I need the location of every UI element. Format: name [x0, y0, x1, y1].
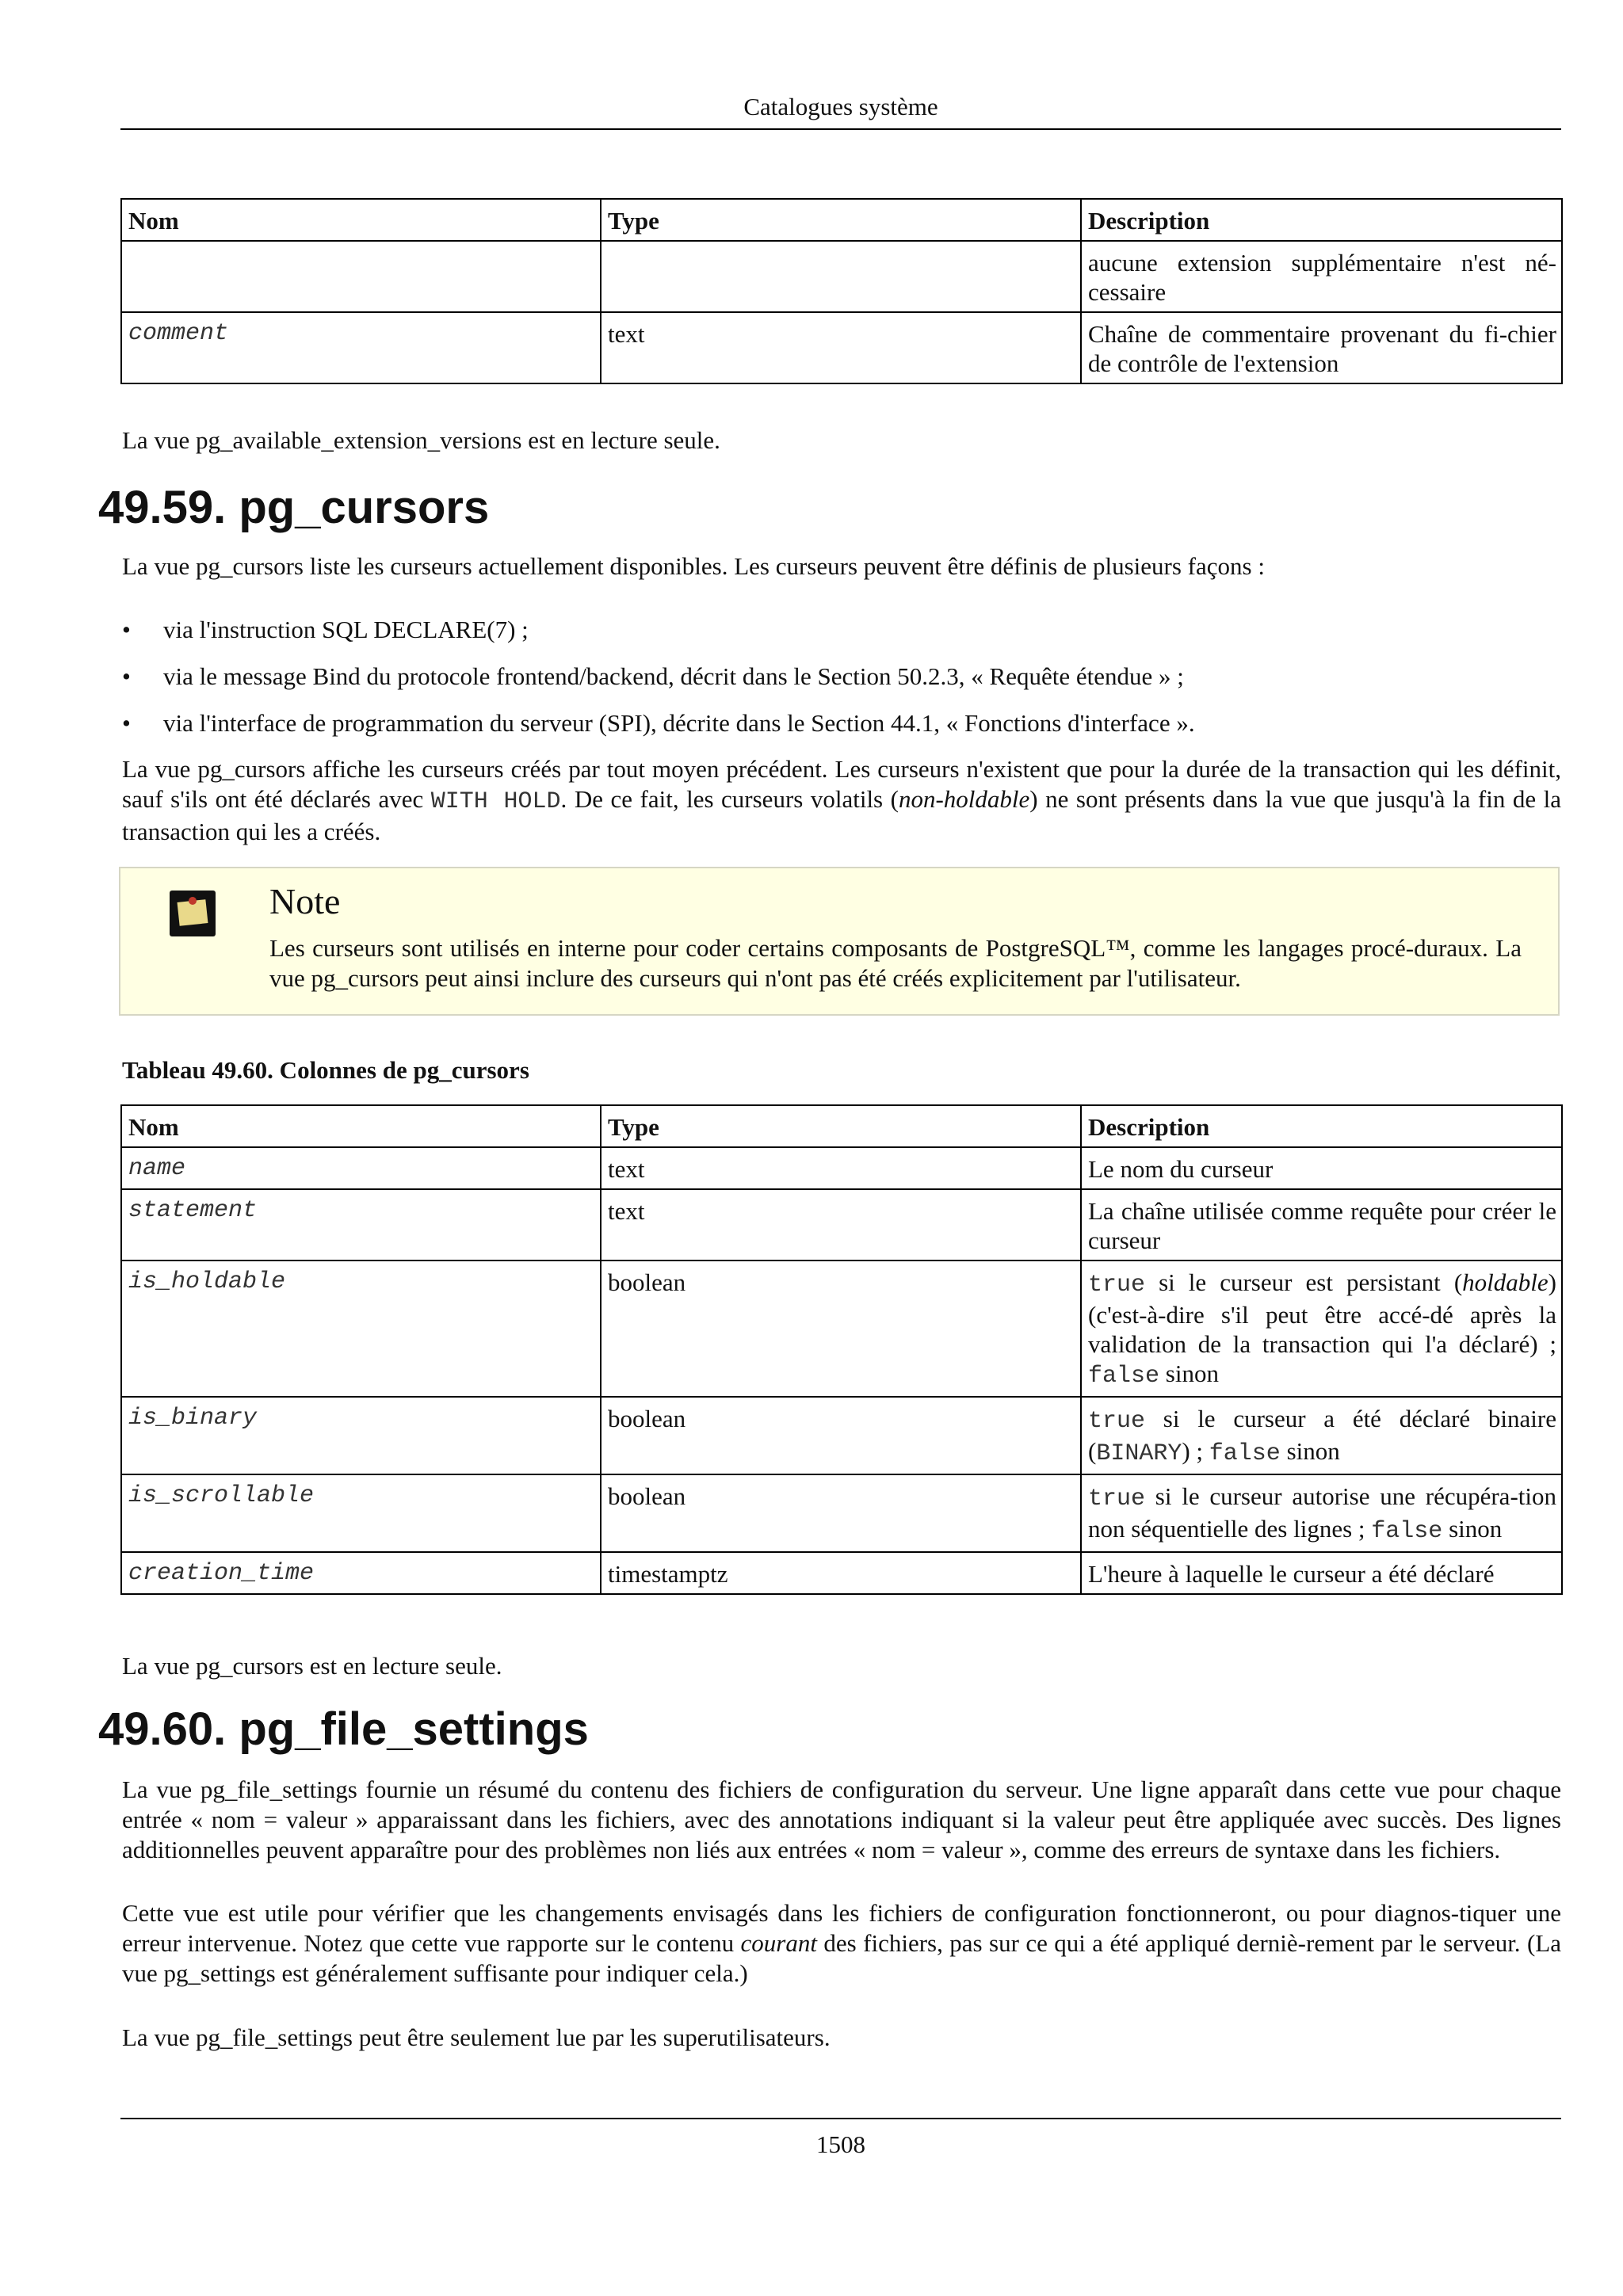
cell-description: La chaîne utilisée comme requête pour créer le curseur — [1081, 1189, 1562, 1261]
list-item: • via l'interface de programmation du serveur (SPI), décrite dans le Section 44.1, « Fonctions d'interface ». — [122, 709, 1195, 737]
cell-nom: comment — [121, 312, 601, 383]
column-header-description: Description — [1081, 199, 1562, 241]
table-header-row — [121, 1105, 1562, 1147]
cell-type: boolean — [601, 1397, 1081, 1474]
list-item: • via l'instruction SQL DECLARE(7) ; — [122, 616, 529, 643]
code-with-hold: WITH HOLD — [430, 788, 561, 815]
file-settings-paragraph-1: La vue pg_file_settings fournie un résumé du contenu des fichiers de configuration du serveur. Une ligne apparaît dans cette vue pour chaque entrée « nom = valeur » apparaissant dans les fichiers, avec des annotations indiquant si la valeur peut être appliquée avec succès. Des lignes additionnelles peuvent apparaître pour des problèmes non liés aux entrées « nom = valeur », comme des erreurs de syntaxe dans les fichiers. — [122, 1775, 1561, 1863]
column-header-nom: Nom — [121, 199, 601, 241]
list-item: • via le message Bind du protocole frontend/backend, décrit dans le Section 50.2.3, « Requête étendue » ; — [122, 662, 1184, 690]
section-heading-pg-file-settings: 49.60. pg_file_settings — [98, 1703, 589, 1755]
table-row — [121, 241, 1562, 312]
cell-nom: is_binary — [121, 1397, 601, 1474]
cell-nom: is_scrollable — [121, 1474, 601, 1552]
emphasis-courant: courant — [740, 1929, 817, 1957]
table-row — [121, 1147, 1562, 1189]
cell-type: text — [601, 312, 1081, 383]
table-caption: Tableau 49.60. Colonnes de pg_cursors — [122, 1056, 529, 1084]
table-row — [121, 1261, 1562, 1397]
note-body: Les curseurs sont utilisés en interne pour coder certains composants de PostgreSQL™, comme les langages procé-duraux. La vue pg_cursors peut ainsi inclure des curseurs qui n'ont pas été créés explicitement par l'utilisateur. — [269, 934, 1522, 992]
table-row — [121, 1552, 1562, 1594]
cell-type: boolean — [601, 1474, 1081, 1552]
emphasis-non-holdable: non-holdable — [898, 785, 1030, 813]
table-row — [121, 312, 1562, 383]
cell-description: Le nom du curseur — [1081, 1147, 1562, 1189]
cell-description: Chaîne de commentaire provenant du fi-chier de contrôle de l'extension — [1081, 312, 1562, 383]
table-header-row — [121, 199, 1562, 241]
cell-nom — [121, 241, 601, 312]
column-header-description: Description — [1081, 1105, 1562, 1147]
footer-rule — [120, 2118, 1561, 2119]
extension-versions-table-continued — [120, 198, 1563, 384]
note-box — [119, 867, 1560, 1016]
cell-type: timestamptz — [601, 1552, 1081, 1594]
cell-type: text — [601, 1189, 1081, 1261]
cursor-definition-list — [122, 615, 1561, 755]
cell-nom: name — [121, 1147, 601, 1189]
pg-cursors-columns-table — [120, 1104, 1563, 1595]
cell-type: text — [601, 1147, 1081, 1189]
cell-type — [601, 241, 1081, 312]
cell-description: true si le curseur autorise une récupéra-tion non séquentielle des lignes ; false sinon — [1081, 1474, 1562, 1552]
bullet-icon: • — [122, 616, 131, 643]
header-rule — [120, 128, 1561, 130]
cell-description: true si le curseur a été déclaré binaire (BINARY) ; false sinon — [1081, 1397, 1562, 1474]
column-header-type: Type — [601, 199, 1081, 241]
column-header-type: Type — [601, 1105, 1081, 1147]
cursors-scope-paragraph: La vue pg_cursors affiche les curseurs créés par tout moyen précédent. Les curseurs n'existent que pour la durée de la transaction qui les définit, sauf s'ils ont été déclarés avec WITH HOLD. De ce fait, les curseurs volatils (non-holdable) ne sont présents dans la vue que jusqu'à la fin de la transaction qui les a créés. — [122, 755, 1561, 845]
bullet-icon: • — [122, 662, 131, 690]
file-settings-paragraph-2: Cette vue est utile pour vérifier que les changements envisagés dans les fichiers de configuration fonctionneront, ou pour diagnos-tiquer une erreur intervenue. Notez que cette vue rapporte sur le contenu courant des fichiers, pas sur ce qui a été appliqué derniè-rement par le serveur. (La vue pg_settings est généralement suffisante pour indiquer cela.) — [122, 1899, 1562, 1987]
readonly-versions-paragraph: La vue pg_available_extension_versions est en lecture seule. — [122, 426, 720, 454]
bullet-icon: • — [122, 709, 131, 737]
cursors-readonly-paragraph: La vue pg_cursors est en lecture seule. — [122, 1652, 502, 1680]
cell-description: aucune extension supplémentaire n'est né-cessaire — [1081, 241, 1562, 312]
table-row — [121, 1397, 1562, 1474]
table-row — [121, 1474, 1562, 1552]
cursors-intro-paragraph: La vue pg_cursors liste les curseurs actuellement disponibles. Les curseurs peuvent être définis de plusieurs façons : — [122, 552, 1265, 580]
cell-nom: statement — [121, 1189, 601, 1261]
cell-nom: is_holdable — [121, 1261, 601, 1397]
page-number: 1508 — [816, 2130, 865, 2158]
cell-type: boolean — [601, 1261, 1081, 1397]
column-header-nom: Nom — [121, 1105, 601, 1147]
cell-description: L'heure à laquelle le curseur a été déclaré — [1081, 1552, 1562, 1594]
note-title: Note — [269, 881, 341, 921]
note-icon — [170, 891, 216, 936]
section-heading-pg-cursors: 49.59. pg_cursors — [98, 482, 490, 533]
cell-description: true si le curseur est persistant (holdable) (c'est-à-dire s'il peut être accé-dé après la validation de la transaction qui l'a déclaré) ; false sinon — [1081, 1261, 1562, 1397]
cell-nom: creation_time — [121, 1552, 601, 1594]
running-header: Catalogues système — [743, 93, 938, 120]
table-row — [121, 1189, 1562, 1261]
file-settings-paragraph-3: La vue pg_file_settings peut être seulement lue par les superutilisateurs. — [122, 2023, 831, 2051]
